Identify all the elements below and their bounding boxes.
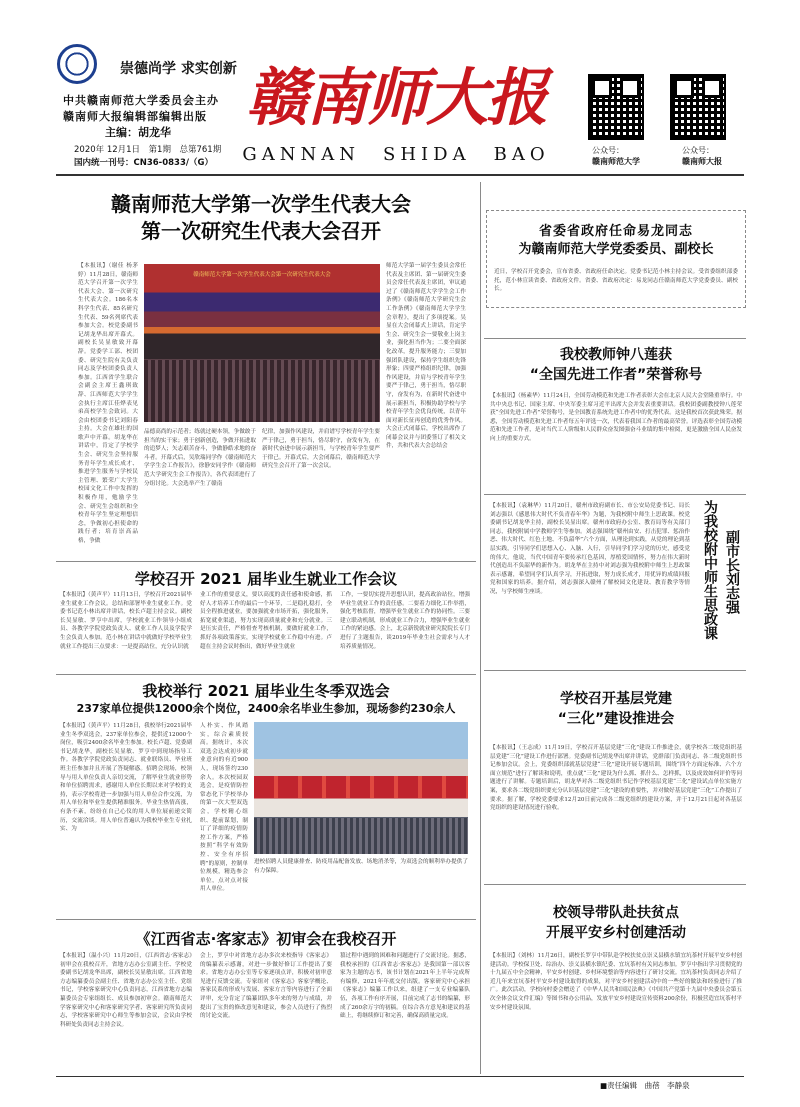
issue-date: 2020年 12月1日 第1期 总第761期 — [74, 145, 222, 155]
crowd — [254, 818, 468, 854]
article1-title-1: 赣南师范大学第一次学生代表大会 — [111, 192, 411, 216]
article9-body: 【本报讯】（刘林）11月26日，副校长罗亨中带队赴学校扶贫点崇义县横水镇宜坑茶村开展平安乡村创建活动。学校保卫处、综治办、崇义县横水镇纪委、宜坑茶村有关同志参加。罗亨中指出学习贯彻党的十九届五中全会精神，平安乡村创建、乡村环境整治等内容进行了研讨交流。宜坑茶村负责同志介绍了近几年来宜坑茶村平安乡村建设取得的成果，对平安乡村创建活动中的一些好的做法和经验进行了推广。此次活动，学校向村委会赠送了《中华人民共和国民法典》《中国共产党第十九届中央委员会第五次全体会议文件汇编》等图书和办公用品，发放平安乡村建设宣传资料200余份，积极营造宜坑茶村平安乡村建设氛围。 — [490, 953, 742, 1011]
column-divider — [480, 182, 481, 1074]
article5-title: 学校召开 2021 届毕业生就业工作会议 — [134, 570, 398, 588]
article1-col-1: 【本报讯】（谢佳 杨茅婷）11月28日，赣南师范大学召开第一次学生代表大会、第一次研究生代表大会。186名本科学生代表、85名研究生代表、59名列席代表参加大会。校党委副书记胡龙华出席开幕式。副校长吴显敏致开幕辞。党委学工部、校团委、研究生院有关负责同志及学校团委负责人参加。江西省学生联合会副会主席王鑫琪致辞、江西师范大学学生会执行主席江佳烨表见弟高校学生会致词。大会由校团委书记刘阳春主持。大会在雄壮的国歌声中开幕。胡龙华在讲话中，肯定了学校学生会、研究生会坚持服务青年学生成长成才、推进学生服务与学校民主管理、繁荣广大学生校园文化工作中发挥的积极作用，勉励学生会、研究生会组织和全校青年学生坚定理想信念，争做初心担使命的践行者；培育崇高品格，争做 — [78, 263, 138, 544]
article1-col-3: 师范大学第一届学生委员会常任代表及主席团、第一届研究生委员会常任代表及主席团，审议通过了《赣南师范大学学生会工作条例》《赣南师范大学研究生会工作条例》《赣南师范大学学生会章程》，提出了多项提案。吴显在大会闭幕式上讲话，肯定学生会、研究生会一要敬业上岗主业，强化担当作为；二要全面深化改革，提升服务能力；三要加强团队建设，保持学生组织先锋形象；四要严格组织纪律，加强作风建设，并肩与学校青年学生要严于律己，勇于担当，恪尽职守，奋发有为，在新时代奋进中展示新担当，积极协助学校与学校青年学生会优良传统，以青年面对新长征再创造的优秀作风。大会正式闭幕后，学校出席作了闭幕会议并与团委签订了相关文件，共和代表大会总结会 — [386, 263, 466, 450]
divider-1 — [56, 561, 476, 562]
divider-6 — [484, 670, 746, 671]
article5-col-1: 【本报讯】（黄声平）11月13日，学校召开2021届毕业生就业工作会议。总结和部署毕业生就业工作。党委书记范小林出席并讲话，校长卢超主持会议。副校长吴显敏、罗亨中出席，学校就业工作领导小组成员、各教学学院党政负责人、就业工作人员及学院学生会负责人参加。范小林在讲话中就做好学校毕业生就业工作提出三点要求：一是提高站位，充分认识就 — [60, 592, 192, 650]
footer-editors: ■责任编辑 曲蓓 李静泉 — [600, 1081, 690, 1090]
qr2-label-1: 公众号： — [682, 146, 714, 155]
article6-col-3: 进校招聘人员健康排查、防疫用品配备发放、场地消杀等，为双选会的顺利举办提供了有力保障。 — [254, 859, 468, 874]
audience-rows — [144, 360, 380, 422]
sponsor-line-1: 中共赣南师范大学委员会主办 — [63, 94, 219, 107]
article9-title-2: 开展平安乡村创建活动 — [546, 925, 686, 941]
article7-col-3: 篡过程中遇到的困难和问题进行了交流讨论。据悉，我校承担的《江西省志·客家志》是我国第一部以客家为主题的志书，该书计划在2021年上半年完成所有编修，2021年年底交付出版。客家研究中心承担《客家志》编纂工作以来，组建了一支专业编纂队伍，各项工作有序开展，目前完成了志书的编纂，形成了260余万字的初稿。在综合各方意见和建议的基础上，将继续修订和完善，确保高质量完成。 — [340, 953, 470, 1020]
article1-col-2: 品德高尚的示范者；练就过硬本领，争做敢于担当的实干家；勇于创新创造，争做开拓进取的追梦人；矢志艰苦奋斗，争做静皓求地的奋斗者。开幕式后，吴欣瑞同学作《赣南师范大学学生会工作报告》，徐静安同学作《赣南师范大学研究生会工作报告》，各代表团进行了分组讨论。大会选举产生了赣南 — [144, 429, 256, 487]
article8-body: 【本报讯】（王志成）11月19日，学校召开基层党建“三化”建设工作推进会，就学校各二级党组织基层党建“三化”建设工作进行部署。党委副书记胡龙华出席并讲话，党群部门负责同志、各二级党组织书记参加会议。会上，党委组织部就基层党建“三化”建设开展专题培训，围绕“四个方面定标准、六个方面立规范”进行了解读和说明，重点就“三化”建设为什么抓、抓什么、怎样抓，以及成效如何评价等问题进行了讲解。专题培训后，胡龙华对各二级党组织书记作学校基层党建“三化”建设试点单位实施方案，要求各二级党组织要充分认识基层党建“三化”建设的重要性，并对做好基层党建“三化”工作提出了要求。据了解，学校党委要求12月20日前完成各二级党组织的建设方案，并于12月21日起对各基层党组织的建设情况进行验收。 — [490, 745, 742, 812]
article1-title-2: 第一次研究生代表大会召开 — [141, 219, 381, 243]
article5-col-3: 工作，一要切实提升思想认识，提高政治站位，增强毕业生就业工作的责任感。二要着力细化工作举措，强化考核监督，增强毕业生就业工作的协同性。三要建立联动机制，形成就业工作合力，增强毕业生就业工作的紧迫感。会上，北京新锐就业研究院院长专门进行了主题报告，谈2019年毕业生社会需求与人才培养质量情况。 — [340, 592, 470, 650]
article2-title-2: 为赣南师范大学党委委员、副校长 — [518, 242, 714, 257]
masthead-rule — [56, 174, 744, 176]
article3-title-2: “全国先进工作者”荣誉称号 — [529, 367, 703, 383]
tents — [254, 776, 468, 798]
article4-vertical-title-2: 副市长刘志强 — [724, 530, 740, 614]
article4-vertical-title-1: 为我校附中师生思政课 — [702, 500, 718, 640]
article1-col-4: 纪律，加强作风建设，并肩谱写学校青年学生要严于律己，勇于担当，恪尽职守，奋发有为，在新时代奋进中展示新担当，与学校青年学生要严于律己。开幕式后，大会闭幕后，赣南师范大学研究生会召开了第一次会议。 — [262, 429, 380, 470]
sponsor-line-2: 赣南师大报编辑部编辑出版 — [63, 110, 207, 123]
qr-code-1-icon — [588, 74, 644, 140]
masthead — [0, 0, 800, 172]
article8-title-1: 学校召开基层党建 — [560, 691, 672, 707]
qr-code-2-icon — [670, 74, 726, 140]
publication-number: 国内统一刊号：CN36-0833/（G） — [74, 158, 213, 168]
article2-body: 近日，学校召开党委会，宣布省委、省政府任命决定。党委书记范小林主持会议。受省委组织部委托，范小林宣读省委、省政府文件。省委、省政府决定：易龙同志任赣南师范大学党委委员、副校长。 — [494, 269, 738, 293]
newspaper-pinyin: GANNAN SHIDA BAO — [242, 144, 550, 165]
congress-banner: 赣南师范大学第一次学生代表大会第一次研究生代表大会 — [193, 272, 331, 278]
job-fair-photo — [254, 722, 468, 854]
article3-title-1: 我校教师钟八莲获 — [560, 347, 672, 363]
article7-col-1: 【本报讯】（温小兴）11月20日，《江西省志·客家志》初审会在我校召开，省地方志办公室副主任、学校党委副书记胡龙华出席，副校长吴显敏出席。江西省地方志编纂委员会副主任、省地方志办公室主任、党组书记，学校客家研究中心负责同志，江西省地方志编纂委员会专家组组长、成员参加初审会。赣南师范大学客家研究中心和客家研究学者、客家研究所负责同志，学校客家研究中心师生等参加会议，会议由学校科研处负责同志主持会议。 — [60, 953, 192, 1028]
chief-editor: 主编：胡龙华 — [105, 126, 171, 139]
article2-title-1: 省委省政府任命易龙同志 — [538, 224, 693, 239]
article6-title: 我校举行 2021 届毕业生冬季双选会 — [142, 682, 390, 700]
article8-title-2: “三化”建设推进会 — [557, 711, 675, 727]
article5-col-2: 业工作的重要意义，要以高度的责任感和使命感，抓好人才培养工作的最后一个环节，二是稳扎稳打，全员全程推进就业，要加强就业市场开拓，强化服务，拓宽就业渠道，努力实现高质量就业和充分就业。三是压实责任，严格督查考核机制，要做好就业工作，抓好各项政策落实，实现学校就业工作稳中有进。卢超在主持会议时指出，做好毕业生就业 — [200, 592, 332, 650]
divider-5 — [484, 494, 746, 495]
newspaper-title: 赣南师大报 — [245, 61, 546, 134]
article6-col-2: 人朴实、作风踏实，综合素质较高。据统计，本次双选会达成初步就业意向的有近900人，现场签约230余人。本次校园双选会，是疫情防控常态化下学校举办的第一次大型双选会，学校精心组织、提前谋划，制订了详细的疫情防控工作方案，严格按照“科学有效防控、安全有序招聘”的原则，控制单位规模，精选参会单位，点对点对接用人单位。 — [200, 723, 248, 893]
divider-3 — [56, 919, 476, 920]
footer-rule — [56, 1076, 744, 1077]
congress-photo — [144, 264, 380, 422]
article3-body: 【本报讯】（杨素华）11月24日，全国劳动模范和先进工作者表彰大会在北京人民大会堂隆重举行。中共中央总书记、国家主席、中央军委主席习近平出席大会并发表重要讲话。我校团委副教授钟八莲荣获“全国先进工作者”荣誉称号，是全国教育系统先进工作者中的优秀代表。这是我校首次获此殊荣。据悉，全国劳动模范和先进工作者每五年评选一次，代表着我国工作者的最高荣誉。评选表彰全国劳动模范和先进工作者，是对当代工人阶级和人民群众奋发图强奋斗业绩的集中检阅，更是激励全国人民奋发向上的重要方式。 — [490, 393, 742, 442]
article7-title: 《江西省志·客家志》初审会在我校召开 — [135, 930, 397, 948]
article9-title-1: 校领导带队赴扶贫点 — [553, 905, 679, 921]
qr1-label-2: 赣南师范大学 — [592, 157, 640, 166]
article7-col-2: 会上，罗亨中对省地方志办多次来校指导《客家志》的编纂表示感谢，对进一步做好修订工作提出了要求。省地方志办公室等专家逐项点评，积极对初审意见进行反馈交流。专家组对《客家志》客家学概论、客家民系的形成与发展、客家方言等内容进行了全面评审，充分肯定了编纂团队多年来的努力与成绩，并提出了宝贵的修改意见和建议，参会人员进行了热烈的讨论交流。 — [200, 953, 332, 1020]
divider-7 — [484, 884, 746, 885]
article6-col-1: 【本报讯】（黄声平）11月28日，我校举行2021届毕业生冬季双选会，237家单位参会，提供近12000个岗位，吸引2400余名毕业生参加。校长卢超、党委副书记胡龙华，副校长吴显敏、罗亨中到现场指导工作。各教学学院党政负责同志、就业联络员、毕业班班主任参加并且开展了答疑解惑。招聘会现场，校领导与用人单位负责人亲切交流，了解毕业生就业形势和单位招聘需求，感谢用人单位长期以来对学校的支持，表示学校将进一步加强与用人单位合作交流，为用人单位和毕业生提供精准服务。毕业生热情高涨，有条不紊，纷纷在自己心仪的用人单位展前递交简历，交流洽谈。用人单位普遍认为我校毕业生专业扎实、为 — [60, 723, 192, 833]
divider-4 — [484, 338, 746, 339]
school-logo-icon — [57, 44, 97, 84]
article4-body: 【本报讯】（袁琳华）11月20日，赣州市政府副市长、市公安局党委书记、局长刘志强以《感恩伟大时代不负青春年华》为题，为我校附中师生上思政课。校党委副书记胡龙华主持，副校长吴显出席。赣州市政府办公室、教育局等有关部门同志，我校附属中学教师学生等参加。刘志强围绕“赣州由安、打击犯罪、惩治作恶、伟大时代、红色土地、不负韶华”六个方面，从理论到实践，从党的理论到基层实践，引导同学们思想入心、入脑、入行，引导同学们学习党的历史，感受党的伟大。他说，当代中国青年要传承红色基因，厚植爱国情怀，努力在伟大新时代创造出不负韶华的新作为。胡龙华在主持中对刘志强为我校附中师生上思政课表示感谢，希望同学们认真学习，开拓进取，努力成长成才，用优异的成绩回报党和国家的培养。据介绍，刘志强深入赣州了解校园文化建设、教育教学等情况，与学校师生座谈。 — [490, 503, 690, 595]
qr1-label-1: 公众号： — [592, 146, 624, 155]
slogan: 崇德尚学 求实创新 — [120, 61, 237, 77]
qr2-label-2: 赣南师大报 — [682, 157, 722, 166]
article6-subtitle: 237家单位提供12000余个岗位，2400余名毕业生参加，现场参约230余人 — [76, 702, 456, 715]
divider-2 — [56, 674, 476, 675]
